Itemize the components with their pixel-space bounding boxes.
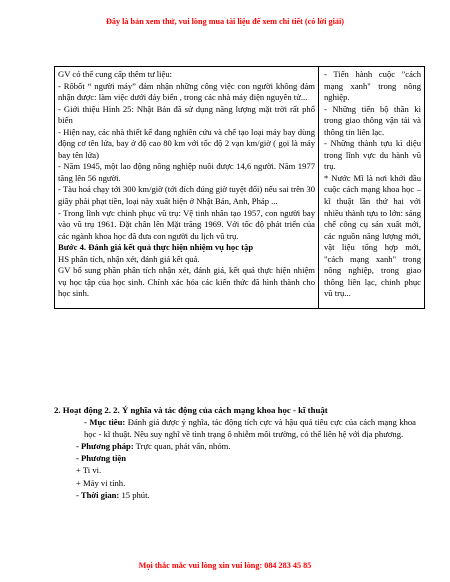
- lesson-table: [54, 66, 425, 309]
- preview-banner: Đây là bản xem thử, vui lòng mua tài liệu để xem chi tiết (có lời giải): [105, 17, 344, 26]
- method-paragraph: [54, 440, 416, 452]
- contact-banner: Mọi thắc mắc vui lòng xin vui lòng: 084 283 45 85: [138, 561, 312, 570]
- objective-label: - Mục tiêu:: [84, 417, 126, 428]
- time-label: - Thời gian:: [76, 489, 120, 500]
- left-line: - Hiện nay, các nhà thiết kế đang nghiên cứu và chế tạo loại máy bay dùng động cơ tên lửa, bay ở độ cao 80 km với tốc độ 2 vạn km/giờ ( gọi là máy bay tên lửa): [58, 126, 315, 160]
- content-cell: [319, 67, 425, 309]
- right-line: - Tiến hành cuộc "cách mạng xanh" trong nông nghiệp.: [324, 69, 421, 103]
- right-line: * Nước Mĩ là nơi khởi đầu cuộc cách mạng khoa học – kĩ thuật lần thứ hai với nhiều thành tựu to lớn: sáng chế công cụ sản xuất mới, các nguồn năng lượng mới, vật liệu tổng hợp mới, "cách mạng xanh" trong nông nghiệp, trong giao thông liên lạc, chinh phục vũ trụ...: [324, 172, 421, 299]
- teacher-activity-cell: [55, 67, 319, 309]
- time-text: 15 phút.: [119, 489, 150, 500]
- left-line: - Năm 1945, một lao động nông nghiệp nuôi được 14,6 người. Năm 1977 tăng lên 56 người.: [58, 161, 315, 183]
- method-label: - Phương pháp:: [76, 441, 134, 452]
- means-item: + Ti vi.: [76, 465, 102, 476]
- left-line: - Rôbốt “ người máy” đảm nhận những công việc con người không đảm nhận được: làm việc dưới đáy biển , trong các nhà máy điện nguyên tử...: [58, 80, 315, 103]
- left-line: - Giới thiệu Hình 25: Nhật Bản đã sử dụng năng lượng mặt trời rất phổ biến: [58, 103, 315, 126]
- step4-line: HS phân tích, nhận xét, đánh giá kết quả.: [58, 253, 200, 264]
- means-label: - Phương tiện: [76, 453, 127, 464]
- section-heading: 2. Hoạt động 2. 2. Ý nghĩa và tác động của cách mạng khoa học - kĩ thuật: [54, 405, 328, 415]
- step4-title: Bước 4. Đánh giá kết quả thực hiện nhiệm vụ học tập: [58, 242, 254, 253]
- method-text: Trực quan, phát vấn, nhóm.: [133, 441, 231, 452]
- time-paragraph: [54, 489, 416, 501]
- activity-section: [54, 404, 416, 501]
- left-line: - Trong lĩnh vực chinh phục vũ trụ: Vệ tinh nhân tạo 1957, con người bay vào vũ trụ 1961. Đặt chân lên Mặt trăng 1969. Với tốc độ phát triển của các ngành khoa học đã đưa con người du lịch vũ trụ.: [58, 207, 315, 241]
- table-row: [55, 67, 425, 309]
- right-line: - Những tiến bộ thần kì trong giao thông vận tải và thông tin liên lạc.: [324, 103, 421, 137]
- step4-line: GV bổ sung phần phân tích nhận xét, đánh giá, kết quả thực hiện nhiệm vụ học tập của học sinh. Chính xác hóa các kiến thức đã hình thành cho học sinh.: [58, 265, 315, 299]
- left-line: - Tàu hoả chạy tới 300 km/giờ (tới đích đúng giờ tuyệt đối) nếu sai trên 30 giây phải phạt tiền, loại này xuất hiện ở Nhật Bản, Anh, Pháp ...: [58, 184, 315, 207]
- objective-text: Đánh giá được ý nghĩa, tác động tích cực và hậu quả tiêu cực của cách mạng khoa học - kĩ thuật. Nêu suy nghĩ về tình trạng ô nhiễm môi trường, có thể liên hệ với địa phương.: [84, 417, 417, 440]
- means-item: + Máy vi tính.: [76, 477, 126, 488]
- right-line: - Những thành tựu kì diệu trong lĩnh vực du hành vũ trụ.: [324, 138, 421, 172]
- objective-paragraph: [54, 416, 416, 440]
- left-line: GV có thể cung cấp thêm tư liệu:: [58, 69, 173, 79]
